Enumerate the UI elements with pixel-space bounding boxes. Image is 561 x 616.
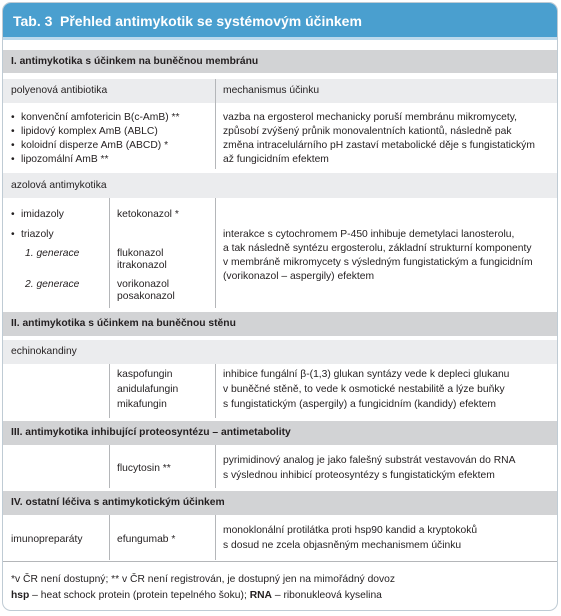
- polyene-item: • konvenční amfotericin B(c-AmB) **: [21, 111, 180, 125]
- footnote-abbreviations: [11, 589, 382, 603]
- section-4-heading: [3, 491, 557, 515]
- mechanism-text: interakce s cytochromem P-450 inhibuje demetylaci lanosterolu,: [223, 229, 515, 240]
- imidazoly-label: • imidazoly: [21, 208, 64, 222]
- generation-2-label: 2. generace: [25, 279, 80, 290]
- drug-efungumab: efungumab *: [117, 534, 176, 545]
- abbr-hsp-text: – heat schock protein (protein tepelného šoku);: [29, 590, 250, 601]
- column-divider: [215, 198, 216, 308]
- abbr-hsp: hsp: [11, 590, 30, 601]
- antimetabolite-row: [3, 445, 557, 488]
- other-drugs-row: [3, 515, 557, 560]
- polyene-item: • lipidový komplex AmB (ABLC): [21, 125, 158, 139]
- column-divider: [215, 103, 216, 169]
- section-3-heading: [3, 421, 557, 445]
- polyene-item: • lipozomální AmB **: [21, 153, 109, 167]
- table-title: Přehled antimykotik se systémovým účinkem: [60, 13, 362, 29]
- column-divider: [215, 515, 216, 560]
- mechanism-text: monoklonální protilátka proti hsp90 kandid a kryptokoků: [223, 525, 478, 536]
- mechanism-text: s fungistatickým (aspergily) a fungicidním (kandidy) efektem: [223, 399, 496, 410]
- drug-kaspofungin: kaspofungin: [117, 369, 173, 380]
- polyene-row: [3, 103, 557, 169]
- polyene-group-label: polyenová antibiotika: [11, 85, 108, 96]
- mechanism-text: v buněčné stěně, to vede k osmotické nestabilitě a lýze buňky: [223, 384, 505, 395]
- triazoly-label: • triazoly: [21, 228, 54, 242]
- section-2-title: II. antimykotika s účinkem na buněčnou stěnu: [11, 318, 236, 329]
- section-2-heading: [3, 312, 557, 336]
- drug-flukonazol: flukonazol: [117, 248, 164, 259]
- drug-ketokonazol: ketokonazol *: [117, 209, 179, 220]
- column-divider: [215, 445, 216, 488]
- drug-itrakonazol: itrakonazol: [117, 260, 167, 271]
- immunopreparation-label: imunopreparáty: [11, 534, 83, 545]
- mechanism-text: (vorikonazol – aspergily) efektem: [223, 271, 375, 282]
- drug-anidulafungin: anidulafungin: [117, 384, 179, 395]
- drug-flucytosin: flucytosin **: [117, 463, 171, 474]
- polyene-item: • koloidní disperze AmB (ABCD) *: [21, 139, 168, 153]
- footnotes: [3, 567, 557, 607]
- mechanism-text: vazba na ergosterol mechanicky poruší membránu mikromycety,: [223, 112, 517, 123]
- column-divider: [215, 79, 216, 103]
- table-frame: [2, 2, 558, 611]
- footnote-separator: [3, 561, 557, 562]
- mechanism-text: a tak následně syntézu ergosterolu, základní strukturní komponenty: [223, 243, 532, 254]
- section-1-title: I. antimykotika s účinkem na buněčnou membránu: [11, 56, 259, 67]
- table-number: Tab. 3: [13, 13, 53, 29]
- azole-subheader: [3, 173, 557, 198]
- section-1-heading: [3, 50, 557, 73]
- table-header: [3, 3, 557, 40]
- footnote-availability: *v ČR není dostupný; ** v ČR není registrován, je dostupný jen na mimořádný dovoz: [11, 574, 396, 585]
- mechanism-text: s výslednou inhibicí proteosyntézy s fungistatickým efektem: [223, 470, 495, 481]
- mechanism-text: pyrimidinový analog je jako falešný substrát vestavován do RNA: [223, 455, 516, 466]
- echinocandin-row: [3, 364, 557, 418]
- mechanism-text: až fungicidním efektem: [223, 154, 329, 165]
- column-divider: [215, 364, 216, 418]
- echinocandin-group-label: echinokandiny: [11, 346, 77, 357]
- column-divider: [109, 515, 110, 560]
- mechanism-text: inhibice fungální β-(1,3) glukan syntázy vede k depleci glukanu: [223, 369, 510, 380]
- abbr-rna: RNA: [249, 590, 272, 601]
- column-divider: [109, 198, 110, 308]
- mechanism-text: změna intracelulárního pH zastaví metabolické děje s fungistatickým: [223, 140, 535, 151]
- azole-group-label: azolová antimykotika: [11, 180, 107, 191]
- drug-mikafungin: mikafungin: [117, 399, 167, 410]
- column-divider: [109, 445, 110, 488]
- azole-row: [3, 198, 557, 308]
- mechanism-text: s dosud ne zcela objasněným mechanismem účinku: [223, 540, 462, 551]
- drug-vorikonazol: vorikonazol: [117, 279, 170, 290]
- drug-posakonazol: posakonazol: [117, 291, 175, 302]
- generation-1-label: 1. generace: [25, 248, 80, 259]
- mechanism-text: způsobí zvýšený průnik monovalentních kationtů, následně pak: [223, 126, 512, 137]
- abbr-rna-text: – ribonukleová kyselina: [272, 590, 382, 601]
- section-1-subheader: [3, 79, 557, 103]
- mechanism-column-header: mechanismus účinku: [223, 85, 320, 96]
- column-divider: [109, 364, 110, 418]
- section-3-title: III. antimykotika inhibující proteosyntézu – antimetabolity: [11, 427, 291, 438]
- mechanism-text: v membráně mikromycety s výsledným fungistatickým a fungicidním: [223, 257, 533, 268]
- echinocandin-subheader: [3, 340, 557, 364]
- section-4-title: IV. ostatní léčiva s antimykotickým účinkem: [11, 497, 225, 508]
